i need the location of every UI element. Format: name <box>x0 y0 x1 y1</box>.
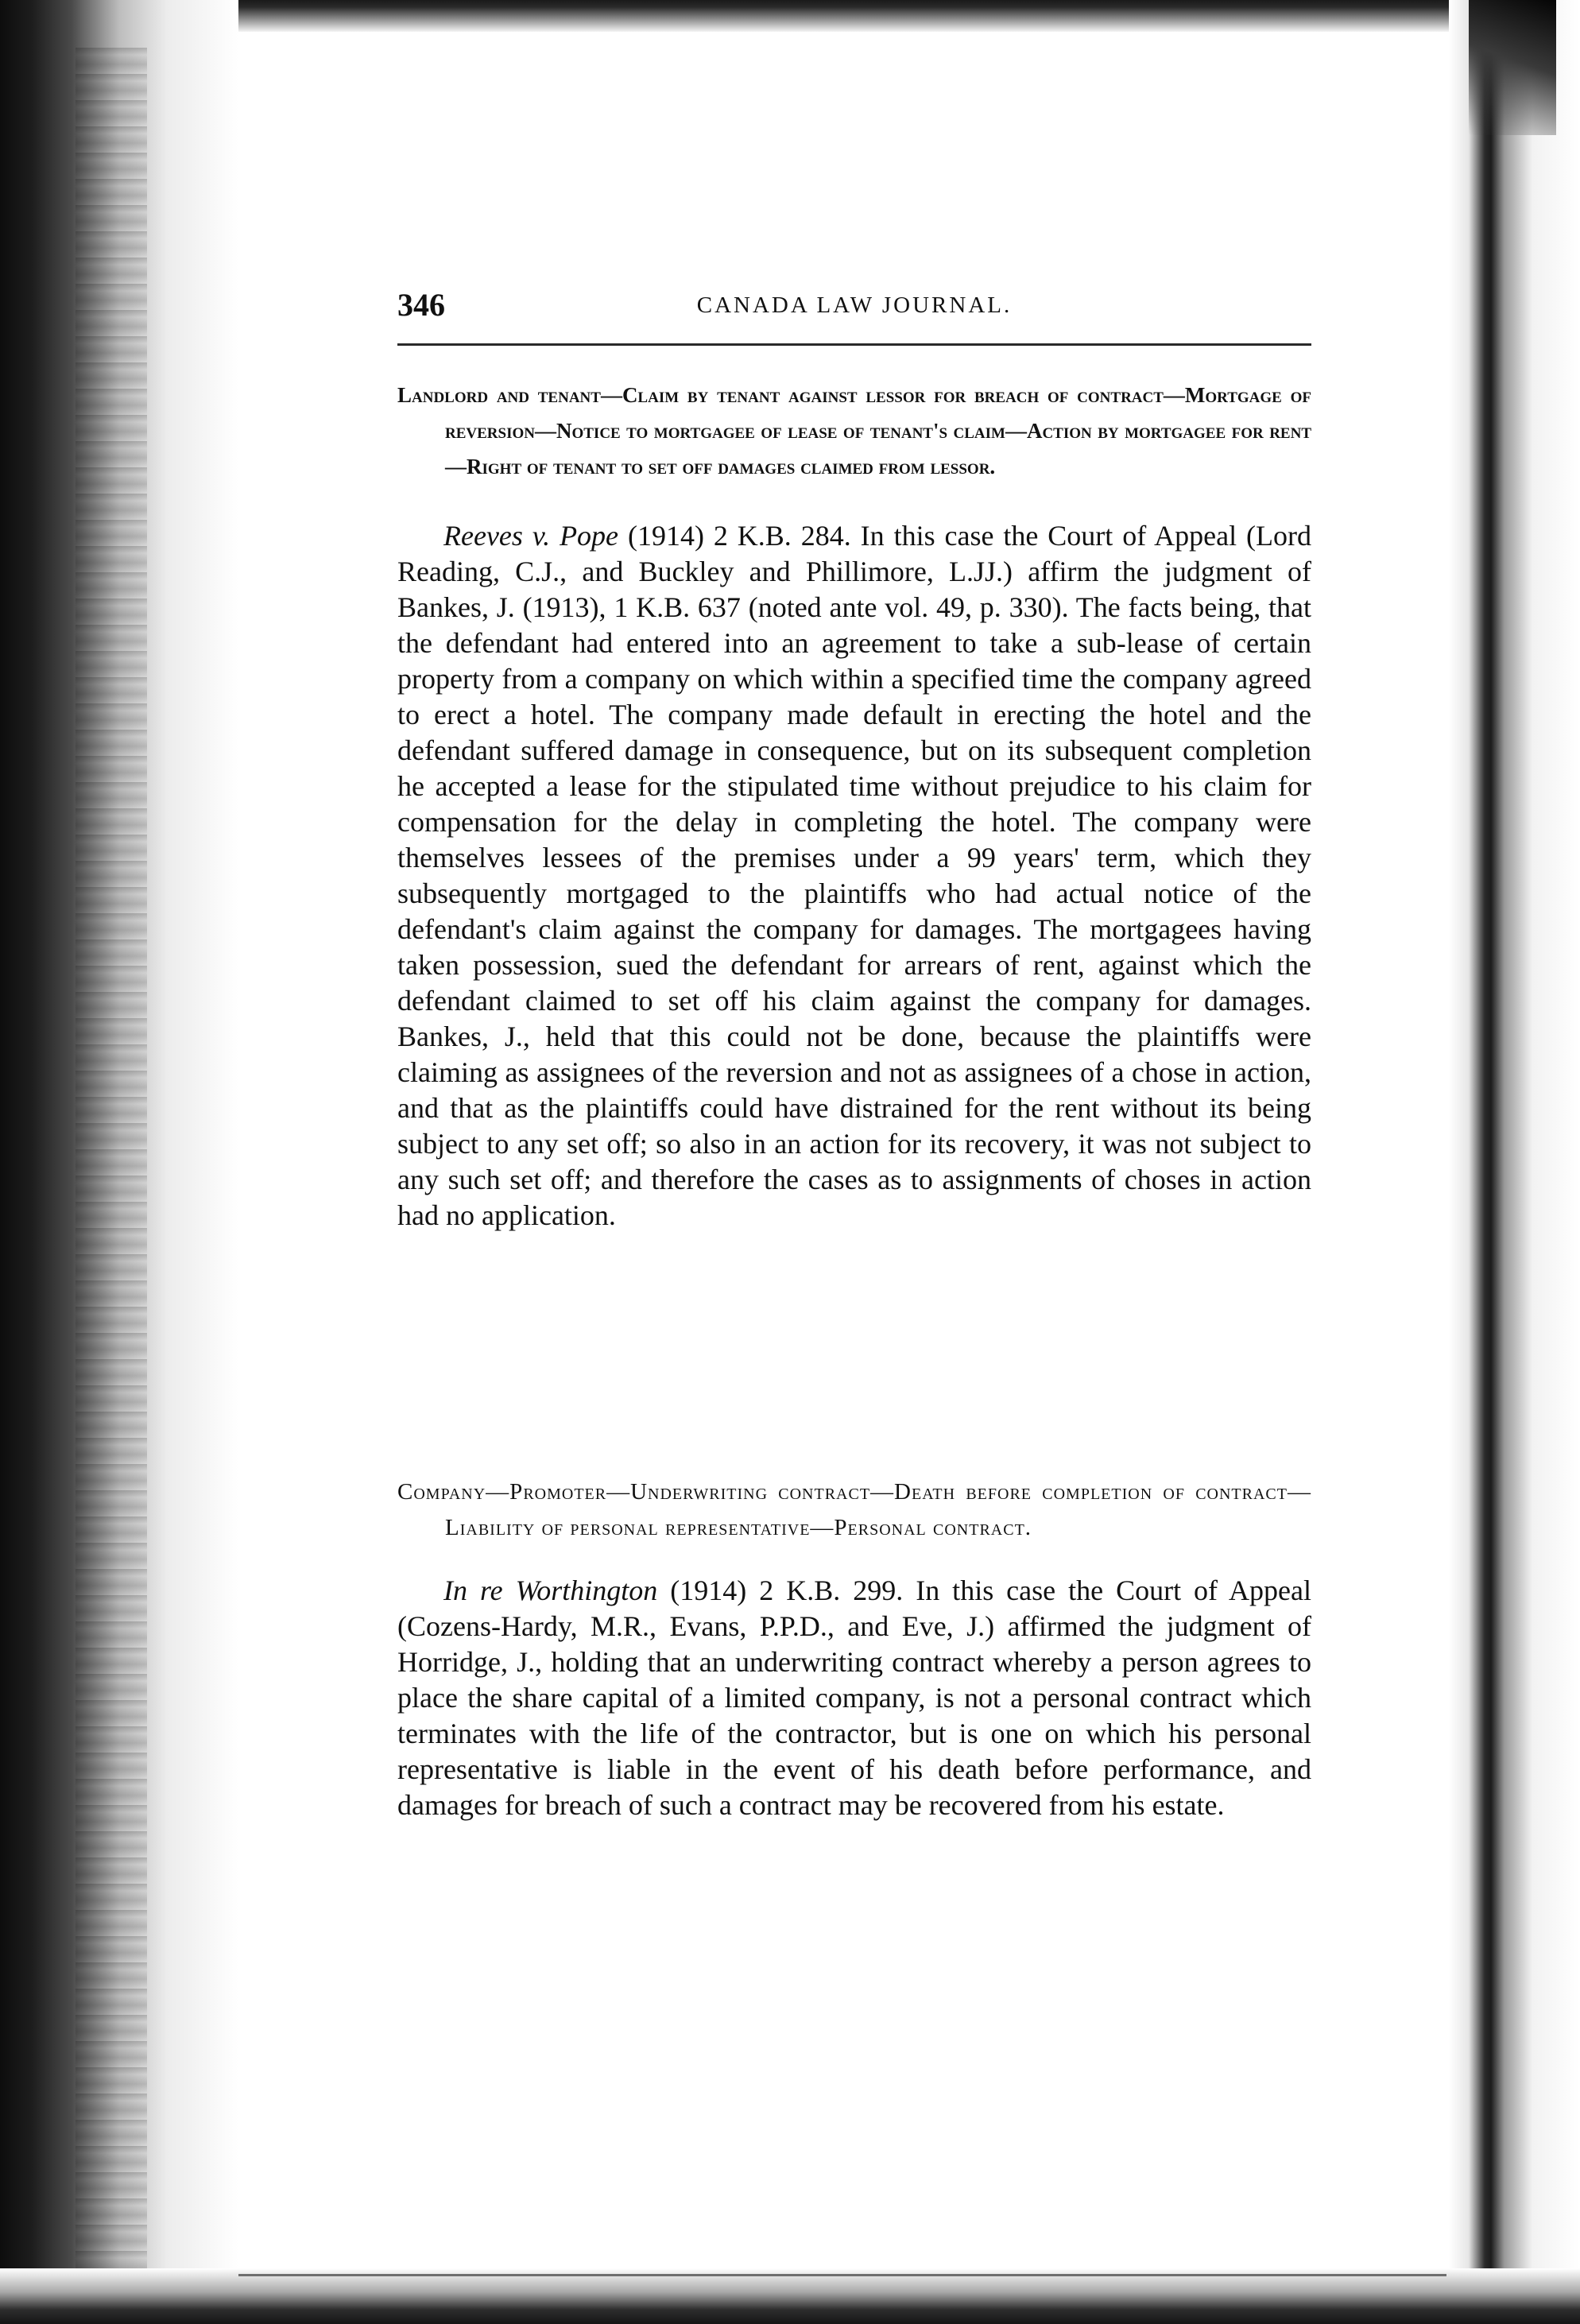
scan-right-corner-shadow <box>1469 0 1556 135</box>
article-text: (1914) 2 K.B. 299. In this case the Court of Appeal (Cozens-Hardy, M.R., Evans, P.P.D., and Eve, J.) affirmed the judgment of Horridge, J., holding that an underwriting contract whereby a person agrees to place the share capital of a limited company, is not a personal contract which terminates with the life of the contractor, but is one on which his personal representative is liable in the event of his death before performance, and damages for breach of such a contract may be recovered from his estate. <box>397 1575 1312 1821</box>
article-body <box>397 518 1311 1234</box>
article-in-re-worthington <box>397 1474 1311 1823</box>
header-rule <box>397 343 1311 346</box>
scan-bottom-rule <box>238 2274 1446 2276</box>
case-name: Reeves v. Pope <box>443 520 619 552</box>
page-number: 346 <box>397 287 445 323</box>
scan-bottom-edge <box>0 2268 1580 2324</box>
scan-right-edge <box>1449 0 1580 2324</box>
article-heading: Landlord and tenant—Claim by tenant against lessor for breach of contract—Mortgage of reversion—Notice to mortgagee of lease of tenant's claim—Action by mortgagee for rent—Right of tenant to set off damages claimed from lessor. <box>397 383 1311 478</box>
running-head <box>397 286 1311 334</box>
scan-left-streaks <box>76 48 147 2273</box>
article-text: (1914) 2 K.B. 284. In this case the Court of Appeal (Lord Reading, C.J., and Buckley and Phillimore, L.JJ.) affirm the judgment of Bankes, J. (1913), 1 K.B. 637 (noted ante vol. 49, p. 330). The facts being, that the defendant had entered into an agreement to take a sub-lease of certain property from a company on which within a specified time the company agreed to erect a hotel. The company made default in erecting the hotel and the defendant suffered damage in consequence, but on its subsequent completion he accepted a lease for the stipulated time without prejudice to his claim for compensation for the delay in completing the hotel. The company were themselves lessees of the premises under a 99 years' term, which they subsequently mortgaged to the plaintiffs who had actual notice of the defendant's claim against the company for damages. The mortgagees having taken possession, sued the defendant for arrears of rent, against which the defendant claimed to set off his claim against the company for damages. Bankes, J., held that this could not be done, because the plaintiffs were claiming as assignees of the reversion and not as assignees of a chose in action, and that as the plaintiffs could have distrained for the rent without its being subject to any set off; so also in an action for its recovery, it was not subject to any such set off; and therefore the cases as to assignments of choses in action had no application. <box>397 520 1311 1231</box>
article-reeves-v-pope <box>397 378 1311 1234</box>
case-name: In re Worthington <box>443 1575 658 1606</box>
article-heading: Company—Promoter—Underwriting contract—Death before completion of contract—Liability of personal representative—Personal contract. <box>397 1479 1311 1540</box>
journal-title: CANADA LAW JOURNAL. <box>696 292 1013 318</box>
article-body <box>397 1573 1311 1823</box>
